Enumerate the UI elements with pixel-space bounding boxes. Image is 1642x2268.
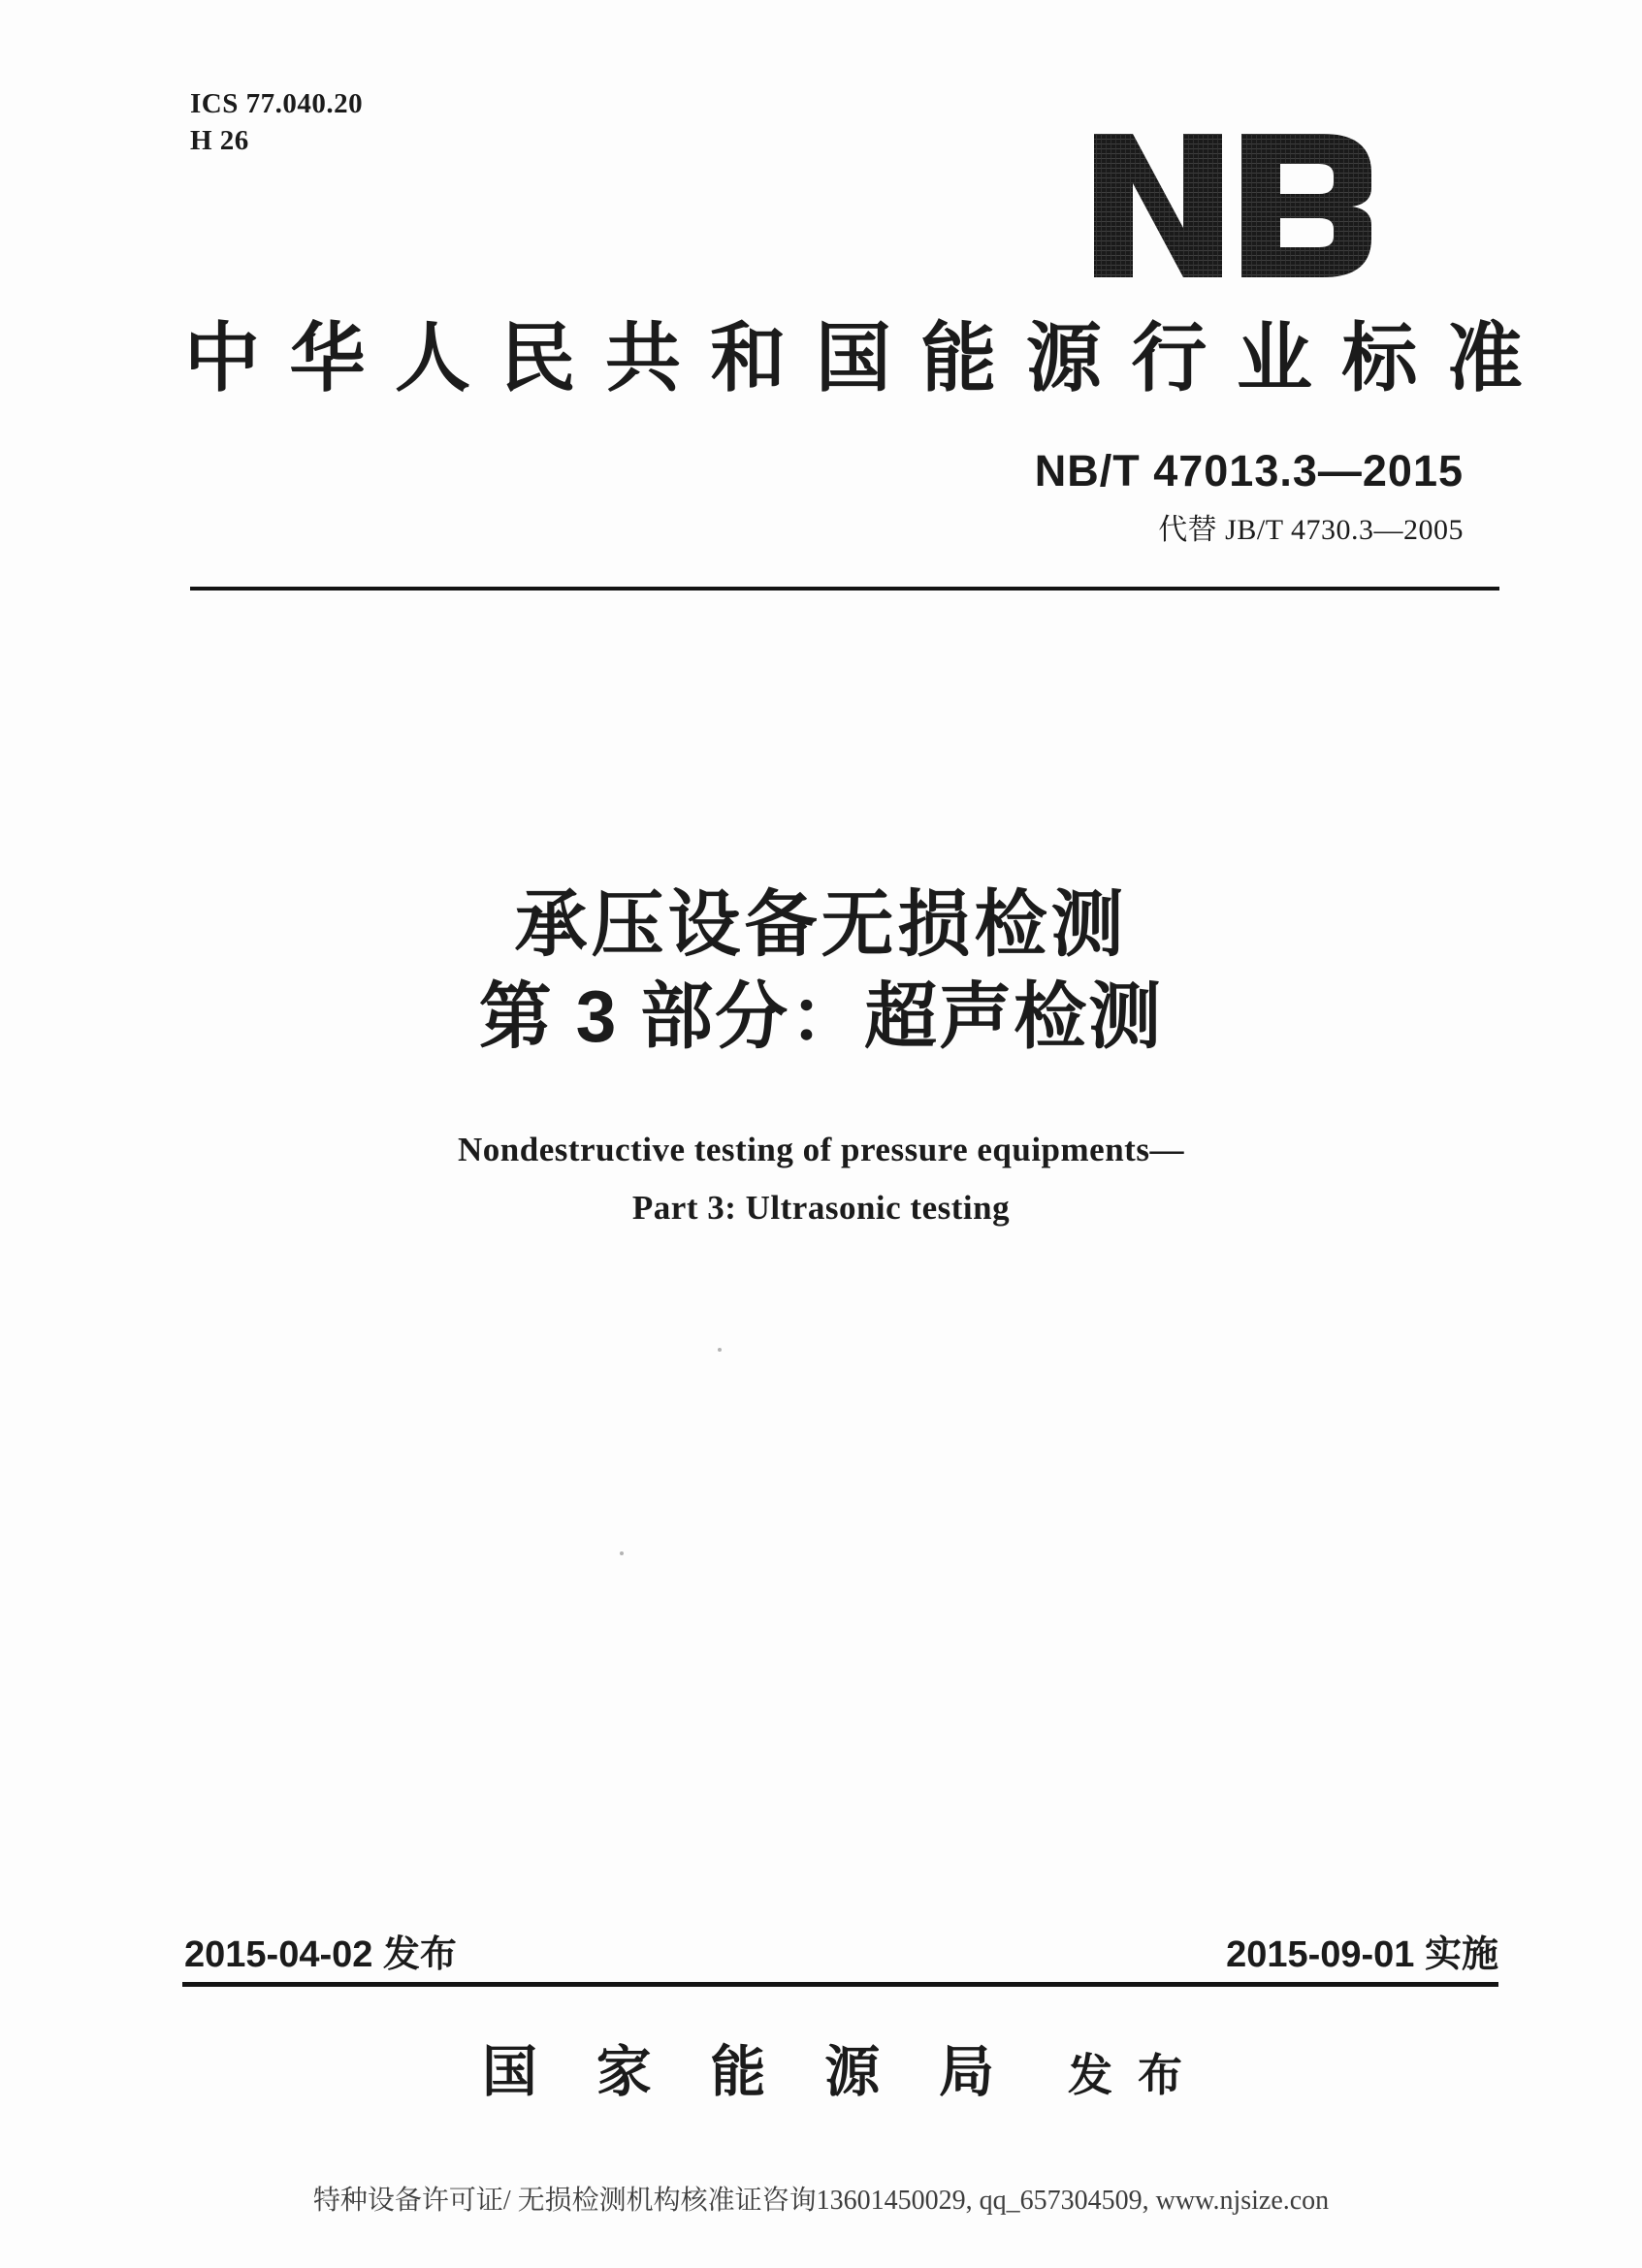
char: 国 [482,2042,537,2103]
char: 标 [1341,316,1418,400]
char: 源 [824,2042,881,2103]
supersedes-note: 代替 JB/T 4730.3—2005 [1158,514,1464,546]
char: 家 [596,2042,652,2103]
national-standard-header-title [184,316,1523,400]
char: 源 [1025,316,1102,400]
ics-code: ICS 77.040.20 [190,88,364,119]
issue-date: 2015-04-02 发布 [184,1934,457,1975]
doc-class-code: H 26 [190,125,249,156]
document-title-cn-line1: 承压设备无损检测 [514,883,1128,965]
char: 中 [184,316,261,400]
ics-classification-block [190,85,363,159]
document-title-en [0,1121,1642,1237]
char: 行 [1131,316,1207,400]
char: 能 [920,316,997,400]
char: 能 [710,2042,766,2103]
issuer-name [482,2043,994,2103]
char: 业 [1236,316,1312,400]
nb-logo-icon [1093,132,1372,279]
divider-top [190,587,1499,591]
issuer-row [482,2040,1207,2104]
char: 准 [1446,316,1523,400]
implement-date: 2015-09-01 实施 [1226,1934,1498,1975]
document-title-en-line1: Nondestructive testing of pressure equipments— [458,1131,1184,1168]
logo-letter-b [1241,134,1371,277]
char: 国 [815,316,891,400]
scan-speck [620,1551,624,1555]
char: 民 [499,316,576,400]
document-title-cn-line2: 第 3 部分：超声检测 [478,975,1164,1057]
char: 局 [939,2042,994,2103]
scan-speck [718,1348,722,1352]
footer-watermark: 特种设备许可证/ 无损检测机构核准证咨询13601450029, qq_657304509, www.njsize.con [312,2186,1330,2216]
document-title-cn [0,883,1642,1057]
logo-letter-n [1094,134,1222,277]
char: 华 [289,316,366,400]
char: 共 [604,316,681,400]
char: 人 [394,316,470,400]
standard-number: NB/T 47013.3—2015 [1034,446,1464,495]
issuer-action: 发布 [1068,2050,1207,2100]
char: 和 [710,316,787,400]
date-row [184,1924,1498,1977]
divider-bottom [182,1982,1498,1987]
document-title-en-line2: Part 3: Ultrasonic testing [631,1189,1011,1227]
